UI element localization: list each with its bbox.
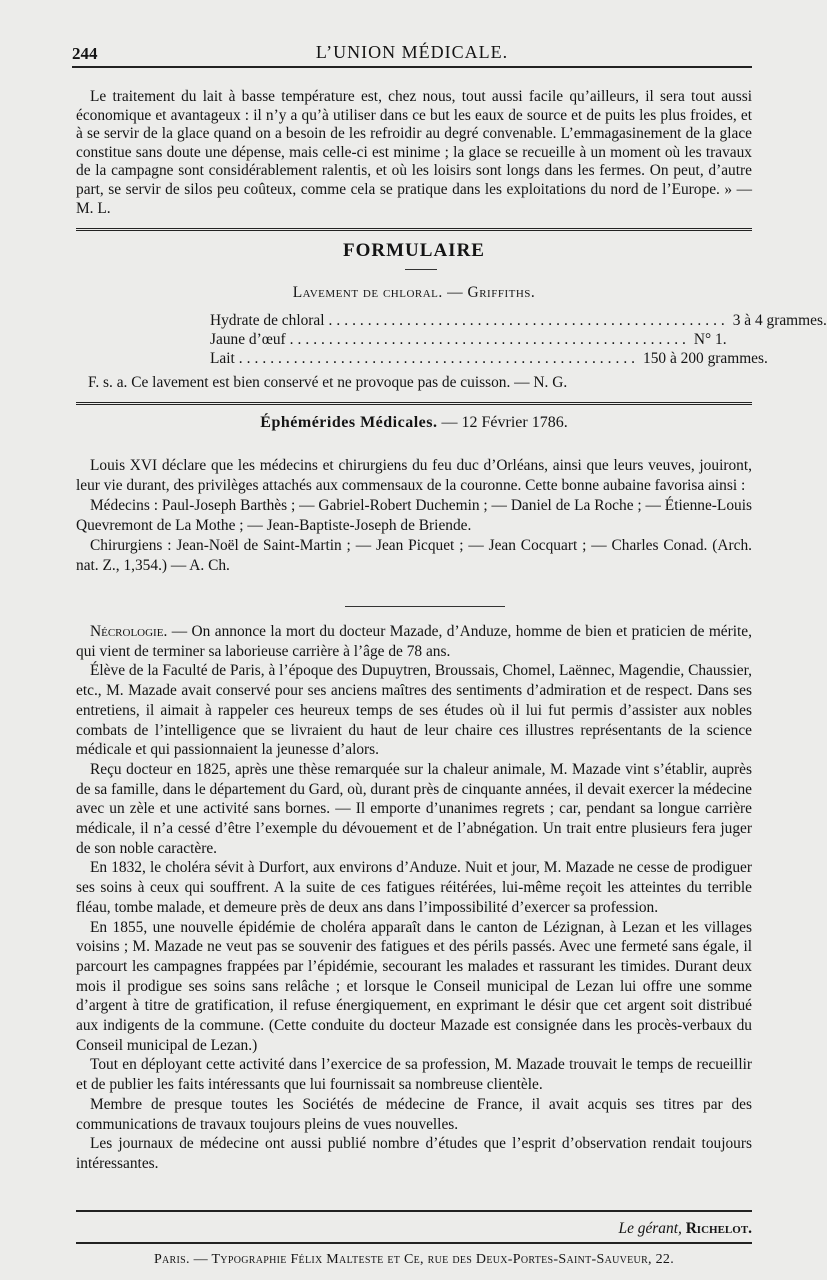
printer-footer: Paris. — Typographie Félix Malteste et Ce, rue des Deux-Portes-Saint-Sauveur, 22. (153, 1252, 675, 1267)
ingredient-name: Lait (210, 350, 235, 367)
ephemerides-paragraph: Chirurgiens : Jean-Noël de Saint-Martin ; — Jean Picquet ; — Jean Cocquart ; — Charles Conad. (Arch. nat. Z., 1,354.) — A. Ch. (76, 537, 752, 574)
ephemerides-body (76, 456, 752, 576)
necrologie-lead: — On annonce la mort du docteur Mazade, d’Anduze, homme de bien et praticien de mérite, qui vient de terminer sa laborieuse carrière à l’âge de 78 ans. (76, 623, 752, 660)
necrologie-paragraph (76, 622, 752, 661)
ingredient-row (210, 330, 727, 349)
page-number: 244 (72, 44, 98, 63)
ingredient-quantity: N° 1. (693, 331, 727, 348)
footer-divider (76, 1242, 752, 1244)
ephemerides-date: — 12 Février 1786. (441, 414, 568, 431)
ingredient-quantity: 3 à 4 grammes. (732, 312, 827, 329)
section-divider (76, 228, 752, 234)
ephemerides-paragraph: Médecins : Paul-Joseph Barthès ; — Gabriel-Robert Duchemin ; — Daniel de La Roche ; — Étienne-Louis Quevremont de La Mothe ; — Jean-Baptiste-Joseph de Briende. (76, 497, 752, 534)
ingredient-name: Jaune d’œuf (210, 331, 286, 348)
necrologie-paragraph: Membre de presque toutes les Sociétés de médecine de France, il avait acquis ses titres par des communications de travaux toujours pleins de vues nouvelles. (76, 1095, 752, 1133)
necrologie-paragraph: Tout en déployant cette activité dans l’exercice de sa profession, M. Mazade trouvait le temps de recueillir et de publier les faits intéressants que lui fournissait sa nombreuse clientèle. (76, 1056, 752, 1094)
ingredient-row (210, 349, 768, 368)
leader-dots: ................................................... (289, 331, 690, 348)
ingredient-quantity: 150 à 200 grammes. (643, 350, 768, 367)
ephemerides-paragraph: Louis XVI déclare que les médecins et chirurgiens du feu duc d’Orléans, ainsi que leurs veuves, jouiront, leur vie durant, des privilèges attachés aux commensaux de la couronne. Cette bonne aubaine favorisa ainsi : (76, 457, 752, 494)
leader-dots: ................................................... (328, 312, 729, 329)
ingredient-name: Hydrate de chloral (210, 312, 325, 329)
necrologie-paragraph: Reçu docteur en 1825, après une thèse remarquée sur la chaleur animale, M. Mazade vint s’établir, auprès de sa famille, dans le département du Gard, où, durant près de cinquante années, il devait exercer la médecine avec un zèle et une activité sans bornes. — Il emporte d’unanimes regrets ; car, pendant sa longue carrière médicale, il n’a cessé d’être l’exemple du dévouement et de l’abnégation. Un trait entre plusieurs fera juger de son noble caractère. (76, 760, 752, 857)
necrologie-paragraph: Les journaux de médecine ont aussi publié nombre d’études que l’esprit d’observation rendait toujours intéressantes. (76, 1135, 752, 1172)
section-divider (76, 1210, 752, 1212)
title-underline (405, 269, 437, 270)
ephemerides-title: Éphémérides Médicales. (260, 414, 438, 431)
ephemerides-heading (76, 414, 752, 432)
ingredient-row (210, 311, 827, 330)
recipe-title: Lavement de chloral. — Griffiths. (292, 284, 536, 301)
leader-dots: ................................................... (238, 350, 640, 367)
signature-name: Richelot. (685, 1220, 752, 1237)
necrologie-paragraph: Élève de la Faculté de Paris, à l’époque des Dupuytren, Broussais, Chomel, Laënnec, Magendie, Chaussier, etc., M. Mazade avait conservé pour ses anciens maîtres des sentiments d’admiration et de respect. Dans ses entretiens, il aimait à rappeler ces heureux temps de ses études où il lui fut permis d’assister aux nobles combats de l’intelligence que se livraient du haut de leur chaire ces illustres représentants de la science médicale et qui passionnaient la jeunesse d’alors. (76, 662, 752, 759)
running-title: L’UNION MÉDICALE. (315, 42, 509, 62)
necrologie-paragraph: En 1855, une nouvelle épidémie de choléra apparaît dans le canton de Lézignan, à Lezan et les villages voisins ; M. Mazade ne veut pas se souvenir des fatigues et des périls passés. Avec une fermeté sans égale, il parcourt les campagnes frappées par l’épidémie, secourant les malades et rassurant les timides. Durant deux mois il prodigue ses soins sans relâche ; et lorsque le Conseil municipal de Lezan lui offre une somme d’argent à titre de gratification, il refuse énergiquement, en exprimant le désir que cet argent soit distribué aux indigents de la commune. (Cette conduite du docteur Mazade est consignée dans les procès-verbaux du Conseil municipal de Lezan.) (76, 918, 752, 1054)
necrologie-label: Nécrologie. (90, 623, 168, 640)
signature-role: Le gérant, (618, 1220, 682, 1237)
recipe-note: F. s. a. Ce lavement est bien conservé et ne provoque pas de cuisson. — N. G. (88, 374, 568, 391)
article-separator (345, 606, 505, 607)
ingredient-list (210, 311, 827, 368)
necrologie-paragraph: En 1832, le choléra sévit à Durfort, aux environs d’Anduze. Nuit et jour, M. Mazade ne cesse de prodiguer ses soins à ceux qui souffrent. A la suite de ces fatigues réitérées, lui-même reçoit les atteintes du terrible fléau, tombe malade, et demeure près de deux ans dans l’impossibilité d’exercer sa profession. (76, 859, 752, 916)
necrologie-body (76, 622, 752, 1174)
page-header (72, 40, 752, 68)
intro-paragraph: Le traitement du lait à basse température est, chez nous, tout aussi facile qu’ailleurs, il sera tout aussi économique et avantageux : il n’y a qu’à utiliser dans ce but les eaux de source et de puits les plus froides, et à se servir de la glace quand on a besoin de les refroidir au degré convenable. L’emmagasinement de la glace constitue sans doute une dépense, mais celle-ci est minime ; la glace se recueille à un moment où les travaux de la campagne sont considérablement ralentis, et où les loisirs sont longs dans les fermes. On peut, d’autre part, se servir de silos peu coûteux, comme cela se pratique dans les exploitations du nord de l’Europe. » — M. L. (76, 88, 752, 217)
section-divider (76, 402, 752, 408)
signature (76, 1220, 752, 1238)
formulaire-title: FORMULAIRE (343, 240, 485, 261)
